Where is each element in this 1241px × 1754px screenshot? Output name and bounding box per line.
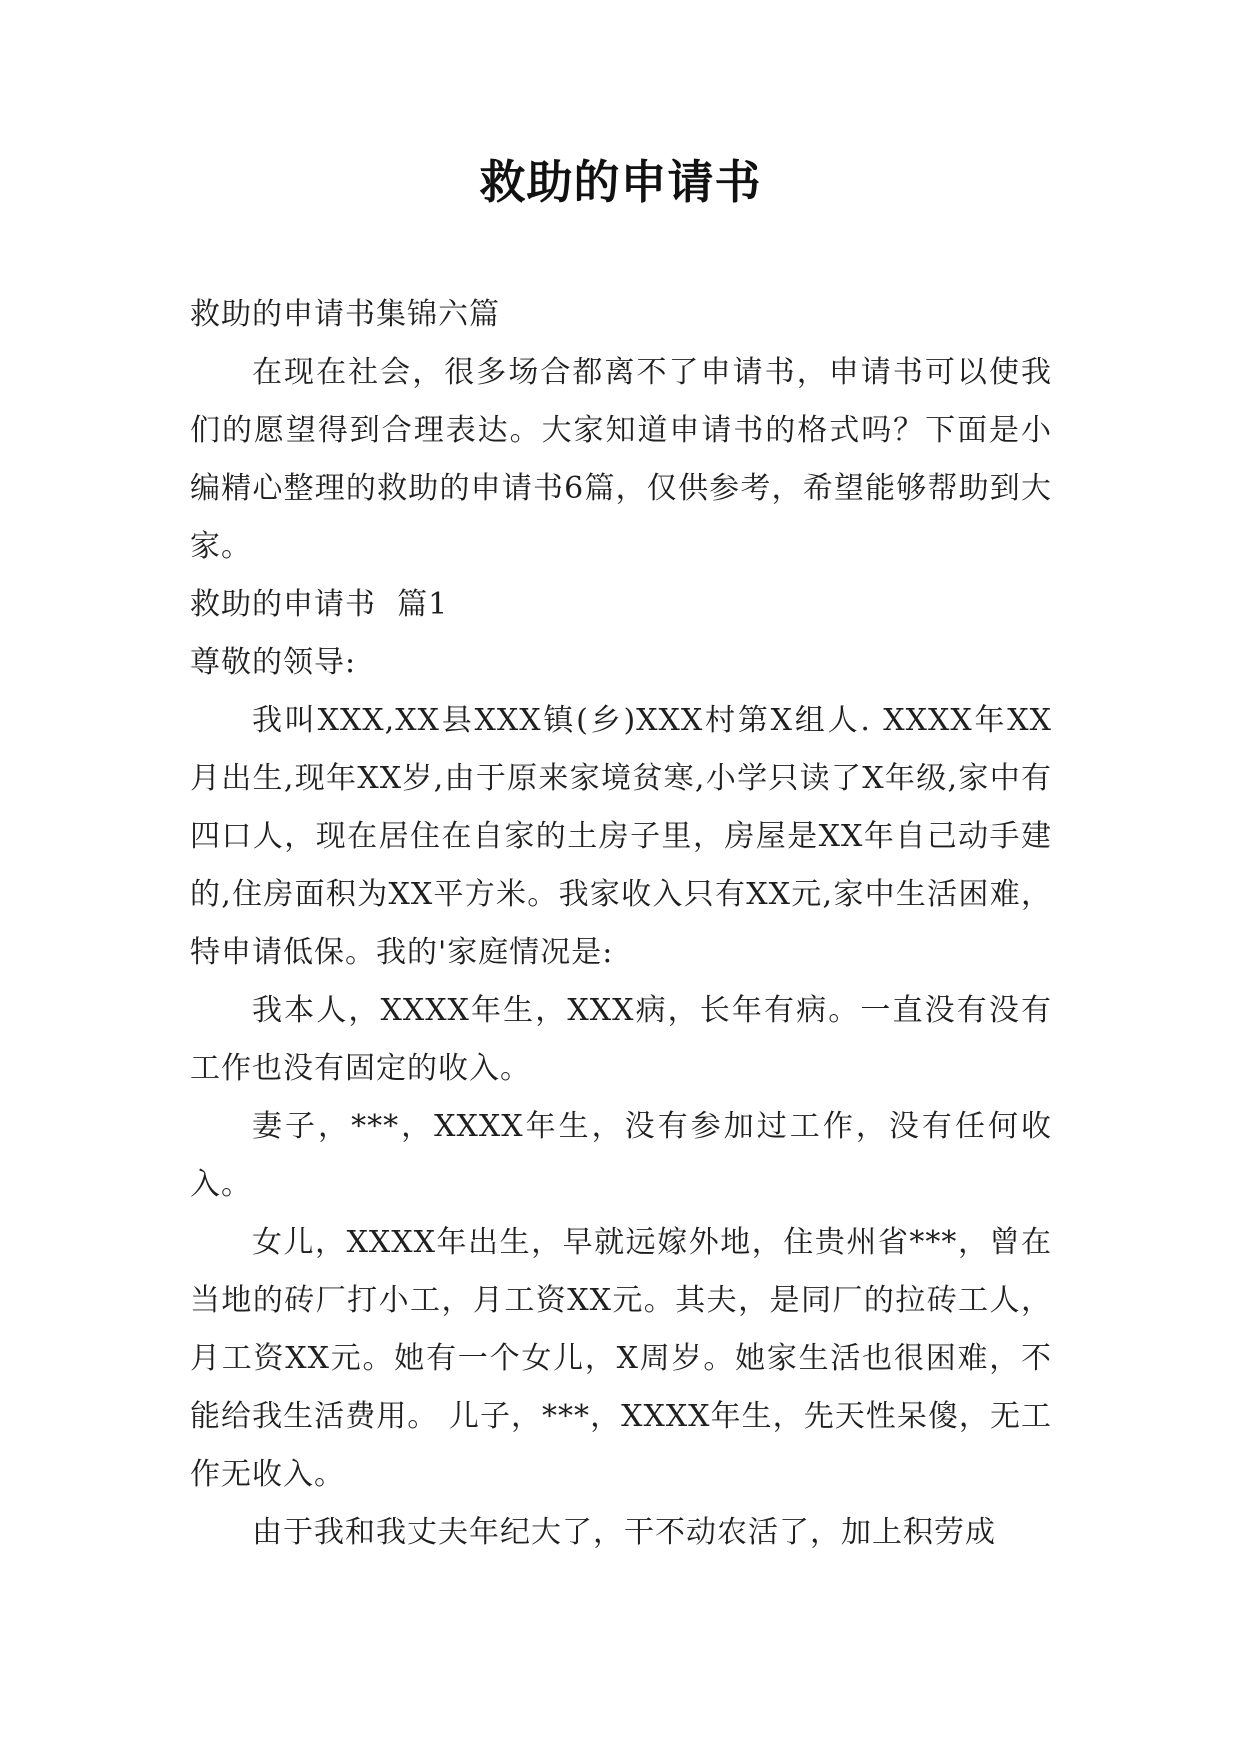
- body-paragraph: 我本人，XXXX年生，XXX病，长年有病。一直没有没有工作也没有固定的收入。: [190, 993, 1052, 1086]
- intro-paragraph: 在现在社会，很多场合都离不了申请书，申请书可以使我们的愿望得到合理表达。大家知道申请书的格式吗？下面是小编精心整理的救助的申请书6篇，仅供参考，希望能够帮助到大家。: [190, 355, 1052, 564]
- body-paragraph: 我叫XXX,XX县XXX镇(乡)XXX村第X组人. XXXX年XX月出生,现年XX岁,由于原来家境贫寒,小学只读了X年级,家中有四口人，现在居住在自家的土房子里，房屋是XX年自己动手建的,住房面积为XX平方米。我家收入只有XX元,家中生活困难，特申请低保。我的'家庭情况是:: [190, 703, 1052, 970]
- salutation: 尊敬的领导:: [190, 645, 357, 680]
- body-paragraph: 妻子，***，XXXX年生，没有参加过工作，没有任何收入。: [190, 1109, 1052, 1202]
- document-title: 救助的申请书: [479, 155, 762, 209]
- document-body: [190, 286, 1052, 1562]
- body-paragraph: 女儿，XXXX年出生，早就远嫁外地，住贵州省***，曾在当地的砖厂打小工，月工资XX元。其夫，是同厂的拉砖工人，月工资XX元。她有一个女儿，X周岁。她家生活也很困难，不能给我生活费用。 儿子，***，XXXX年生，先天性呆傻，无工作无收入。: [190, 1225, 1052, 1492]
- body-paragraph: 由于我和我丈夫年纪大了，干不动农活了，加上积劳成: [252, 1515, 996, 1550]
- collection-heading: 救助的申请书集锦六篇: [190, 297, 500, 332]
- section-heading: 救助的申请书 篇1: [190, 587, 449, 622]
